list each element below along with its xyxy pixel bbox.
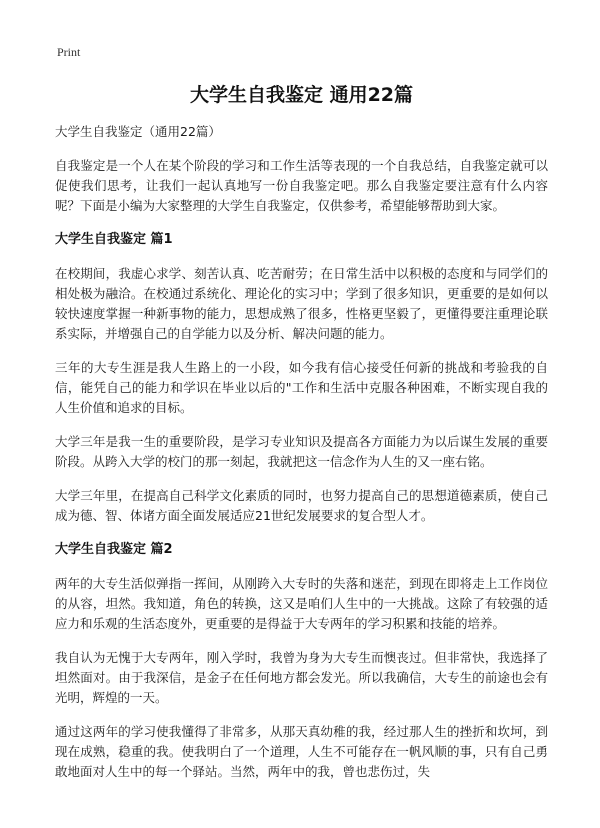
section-1-paragraph-1: 在校期间，我虚心求学、刻苦认真、吃苦耐劳；在日常生活中以积极的态度和与同学们的相处极为融洽。在校通过系统化、理论化的实习中；学到了很多知识，更重要的是如何以较快速度掌握一种新事物的能力，思想成熟了很多，性格更坚毅了，更懂得要注重理论联系实际，并增强自己的自学能力以及分析、解决问题的能力。 xyxy=(55,266,548,341)
section-2-paragraph-3: 通过这两年的学习使我懂得了非常多，从那天真幼稚的我，经过那人生的挫折和坎坷，到现在成熟，稳重的我。使我明白了一个道理，人生不可能存在一帆风顺的事，只有自己勇敢地面对人生中的每一个驿站。当然，两年中的我，曾也悲伤过，失 xyxy=(55,724,548,779)
intro-paragraph: 自我鉴定是一个人在某个阶段的学习和工作生活等表现的一个自我总结，自我鉴定就可以促使我们思考，让我们一起认真地写一份自我鉴定吧。那么自我鉴定要注意有什么内容呢？下面是小编为大家整理的大学生自我鉴定，仅供参考，希望能够帮助到大家。 xyxy=(55,158,548,213)
section-2-paragraph-1: 两年的大专生活似弹指一挥间，从刚跨入大专时的失落和迷茫，到现在即将走上工作岗位的从容，坦然。我知道，角色的转换，这又是咱们人生中的一大挑战。这除了有较强的适应力和乐观的生活态度外，更重要的是得益于大专两年的学习积累和技能的培养。 xyxy=(55,576,548,631)
section-1-paragraph-4: 大学三年里，在提高自己科学文化素质的同时，也努力提高自己的思想道德素质，使自己成为德、智、体诸方面全面发展适应21世纪发展要求的复合型人才。 xyxy=(55,488,548,523)
subtitle: 大学生自我鉴定（通用22篇） xyxy=(55,124,221,139)
section-heading-1: 大学生自我鉴定 篇1 xyxy=(55,232,173,247)
section-heading-2: 大学生自我鉴定 篇2 xyxy=(55,542,173,557)
print-link[interactable]: Print xyxy=(57,45,81,59)
section-1-paragraph-3: 大学三年是我一生的重要阶段，是学习专业知识及提高各方面能力为以后谋生发展的重要阶段。从跨入大学的校门的那一刻起，我就把这一信念作为人生的又一座右铭。 xyxy=(55,434,548,469)
section-2-paragraph-2: 我自认为无愧于大专两年，刚入学时，我曾为身为大专生而懊丧过。但非常快，我选择了坦然面对。由于我深信，是金子在任何地方都会发光。所以我确信，大专生的前途也会有光明，辉煌的一天。 xyxy=(55,650,548,705)
section-1-paragraph-2: 三年的大专生涯是我人生路上的一小段，如今我有信心接受任何新的挑战和考验我的自信，能凭自己的能力和学识在毕业以后的"工作和生活中克服各种困难，不断实现自我的人生价值和追求的目标。 xyxy=(55,360,548,415)
page-title: 大学生自我鉴定 通用22篇 xyxy=(189,84,414,106)
